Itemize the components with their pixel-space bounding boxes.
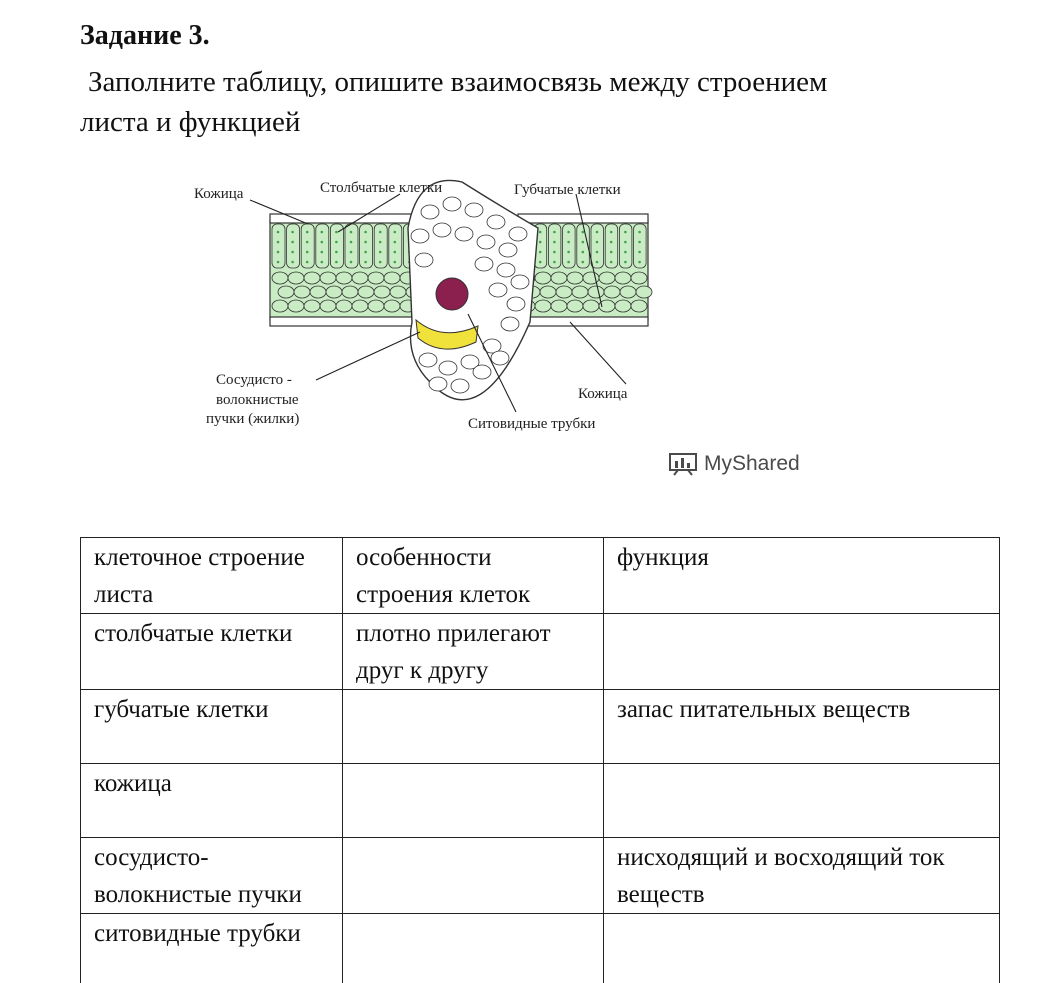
chloroplast <box>291 241 294 244</box>
presentation-board-icon <box>668 452 698 476</box>
table-cell: сосудисто-волокнистые пучки <box>81 838 343 914</box>
parenchyma-cell <box>511 275 529 289</box>
spongy-cell <box>599 272 615 284</box>
chloroplast <box>306 241 309 244</box>
chloroplast <box>321 261 324 264</box>
label-sieve: Ситовидные трубки <box>468 416 595 432</box>
table-cell[interactable] <box>343 690 604 764</box>
spongy-cell <box>288 300 304 312</box>
chloroplast <box>610 231 613 234</box>
chloroplast <box>335 231 338 234</box>
table-row <box>81 914 1000 983</box>
parenchyma-cell <box>499 243 517 257</box>
leaf-structure-table <box>80 537 1000 983</box>
chloroplast <box>379 241 382 244</box>
table-cell[interactable] <box>343 914 604 983</box>
spongy-cell <box>352 300 368 312</box>
spongy-cell <box>310 286 326 298</box>
chloroplast <box>335 261 338 264</box>
parenchyma-cell <box>487 215 505 229</box>
chloroplast <box>335 241 338 244</box>
spongy-cell <box>551 272 567 284</box>
spongy-cell <box>326 286 342 298</box>
table-row <box>81 764 1000 838</box>
parenchyma-cell <box>439 361 457 375</box>
chloroplast <box>364 231 367 234</box>
spongy-cell <box>342 286 358 298</box>
chloroplast <box>306 231 309 234</box>
spongy-cell <box>567 300 583 312</box>
label-vascular-3: пучки (жилки) <box>206 411 299 427</box>
spongy-cell <box>636 286 652 298</box>
table-cell[interactable]: запас питательных веществ <box>604 690 1000 764</box>
task-instruction <box>80 62 960 142</box>
chloroplast <box>291 231 294 234</box>
chloroplast <box>364 241 367 244</box>
chloroplast <box>610 261 613 264</box>
spongy-cell <box>336 272 352 284</box>
chloroplast <box>321 251 324 254</box>
spongy-cell <box>631 272 647 284</box>
chloroplast <box>567 261 570 264</box>
spongy-cell <box>572 286 588 298</box>
spongy-cell <box>304 300 320 312</box>
table-cell: губчатые клетки <box>81 690 343 764</box>
chloroplast <box>321 231 324 234</box>
parenchyma-cell <box>509 227 527 241</box>
parenchyma-cell <box>415 253 433 267</box>
spongy-cell <box>272 272 288 284</box>
spongy-cell <box>535 300 551 312</box>
chloroplast <box>379 261 382 264</box>
chloroplast <box>379 231 382 234</box>
midrib <box>408 180 538 399</box>
table-cell[interactable] <box>343 764 604 838</box>
spongy-cell <box>336 300 352 312</box>
spongy-cell <box>583 300 599 312</box>
label-skin-bottom: Кожица <box>578 386 628 402</box>
xylem <box>436 278 468 310</box>
chloroplast <box>394 251 397 254</box>
parenchyma-cell <box>507 297 525 311</box>
chloroplast <box>596 251 599 254</box>
spongy-cell <box>384 300 400 312</box>
spongy-cell <box>556 286 572 298</box>
spongy-cell <box>390 286 406 298</box>
task-title: Задание 3. <box>80 20 210 52</box>
spongy-cell <box>272 300 288 312</box>
spongy-cell <box>551 300 567 312</box>
chloroplast <box>394 261 397 264</box>
chloroplast <box>610 251 613 254</box>
parenchyma-cell <box>497 263 515 277</box>
chloroplast <box>582 251 585 254</box>
chloroplast <box>335 251 338 254</box>
spongy-cell <box>294 286 310 298</box>
header-cell: клеточное строение листа <box>81 538 343 614</box>
chloroplast <box>291 251 294 254</box>
spongy-cell <box>567 272 583 284</box>
parenchyma-cell <box>411 229 429 243</box>
parenchyma-cell <box>465 203 483 217</box>
chloroplast <box>624 231 627 234</box>
table-cell: кожица <box>81 764 343 838</box>
spongy-cell <box>368 272 384 284</box>
left-leaf-blade <box>270 214 422 326</box>
chloroplast <box>553 241 556 244</box>
spongy-cell <box>535 272 551 284</box>
parenchyma-cell <box>475 257 493 271</box>
header-cell: особенности строения клеток <box>343 538 604 614</box>
chloroplast <box>277 241 280 244</box>
chloroplast <box>624 241 627 244</box>
spongy-cell <box>320 300 336 312</box>
parenchyma-cell <box>501 317 519 331</box>
chloroplast <box>638 261 641 264</box>
chloroplast <box>567 251 570 254</box>
instruction-line-1: Заполните таблицу, опишите взаимосвязь между строением <box>80 66 827 98</box>
chloroplast <box>596 241 599 244</box>
chloroplast <box>277 261 280 264</box>
spongy-cell <box>288 272 304 284</box>
label-spongy: Губчатые клетки <box>514 182 621 198</box>
spongy-cell <box>631 300 647 312</box>
spongy-cell <box>352 272 368 284</box>
chloroplast <box>638 231 641 234</box>
chloroplast <box>596 231 599 234</box>
parenchyma-cell <box>491 351 509 365</box>
spongy-cell <box>320 272 336 284</box>
chloroplast <box>596 261 599 264</box>
label-vascular-1: Сосудисто - <box>216 372 292 388</box>
label-palisade: Столбчатые клетки <box>320 180 442 196</box>
myshared-watermark <box>668 452 800 476</box>
chloroplast <box>638 251 641 254</box>
spongy-cell <box>304 272 320 284</box>
table-cell[interactable]: плотно прилегают друг к другу <box>343 614 604 690</box>
spongy-cell <box>374 286 390 298</box>
table-row <box>81 690 1000 764</box>
chloroplast <box>567 231 570 234</box>
parenchyma-cell <box>477 235 495 249</box>
chloroplast <box>624 251 627 254</box>
spongy-cell <box>540 286 556 298</box>
spongy-cell <box>620 286 636 298</box>
chloroplast <box>306 251 309 254</box>
parenchyma-cell <box>443 197 461 211</box>
chloroplast <box>539 261 542 264</box>
chloroplast <box>350 251 353 254</box>
table-cell[interactable] <box>343 838 604 914</box>
parenchyma-cell <box>489 283 507 297</box>
table-cell[interactable] <box>604 764 1000 838</box>
chloroplast <box>638 241 641 244</box>
leaf-diagram <box>180 132 840 462</box>
table-cell: столбчатые клетки <box>81 614 343 690</box>
parenchyma-cell <box>473 365 491 379</box>
chloroplast <box>582 241 585 244</box>
chloroplast <box>394 241 397 244</box>
chloroplast <box>582 231 585 234</box>
chloroplast <box>306 261 309 264</box>
spongy-cell <box>384 272 400 284</box>
parenchyma-cell <box>451 379 469 393</box>
spongy-cell <box>368 300 384 312</box>
spongy-cell <box>588 286 604 298</box>
spongy-cell <box>278 286 294 298</box>
parenchyma-cell <box>455 227 473 241</box>
spongy-cell <box>358 286 374 298</box>
chloroplast <box>379 251 382 254</box>
spongy-cell <box>604 286 620 298</box>
watermark-text: MyShared <box>704 452 800 476</box>
chloroplast <box>277 251 280 254</box>
parenchyma-cell <box>419 353 437 367</box>
table-cell: ситовидные трубки <box>81 914 343 983</box>
chloroplast <box>291 261 294 264</box>
chloroplast <box>350 261 353 264</box>
chloroplast <box>364 251 367 254</box>
chloroplast <box>321 241 324 244</box>
header-cell: функция <box>604 538 1000 614</box>
spongy-cell <box>615 300 631 312</box>
table-row <box>81 838 1000 914</box>
chloroplast <box>582 261 585 264</box>
chloroplast <box>394 231 397 234</box>
chloroplast <box>539 231 542 234</box>
parenchyma-cell <box>429 377 447 391</box>
chloroplast <box>553 251 556 254</box>
leaf-cross-section-figure <box>180 132 840 492</box>
chloroplast <box>364 261 367 264</box>
table-row <box>81 614 1000 690</box>
chloroplast <box>624 261 627 264</box>
table-cell[interactable] <box>604 614 1000 690</box>
label-vascular-2: волокнистые <box>216 392 299 408</box>
instruction-line-2: листа и функцией <box>80 106 300 138</box>
chloroplast <box>539 241 542 244</box>
chloroplast <box>567 241 570 244</box>
table-header-row <box>81 538 1000 614</box>
chloroplast <box>539 251 542 254</box>
label-skin-top: Кожица <box>194 186 244 202</box>
chloroplast <box>277 231 280 234</box>
chloroplast <box>350 241 353 244</box>
table-cell[interactable]: нисходящий и восходящий ток веществ <box>604 838 1000 914</box>
parenchyma-cell <box>421 205 439 219</box>
chloroplast <box>553 261 556 264</box>
chloroplast <box>553 231 556 234</box>
spongy-cell <box>615 272 631 284</box>
table-cell[interactable] <box>604 914 1000 983</box>
chloroplast <box>610 241 613 244</box>
parenchyma-cell <box>433 223 451 237</box>
chloroplast <box>350 231 353 234</box>
